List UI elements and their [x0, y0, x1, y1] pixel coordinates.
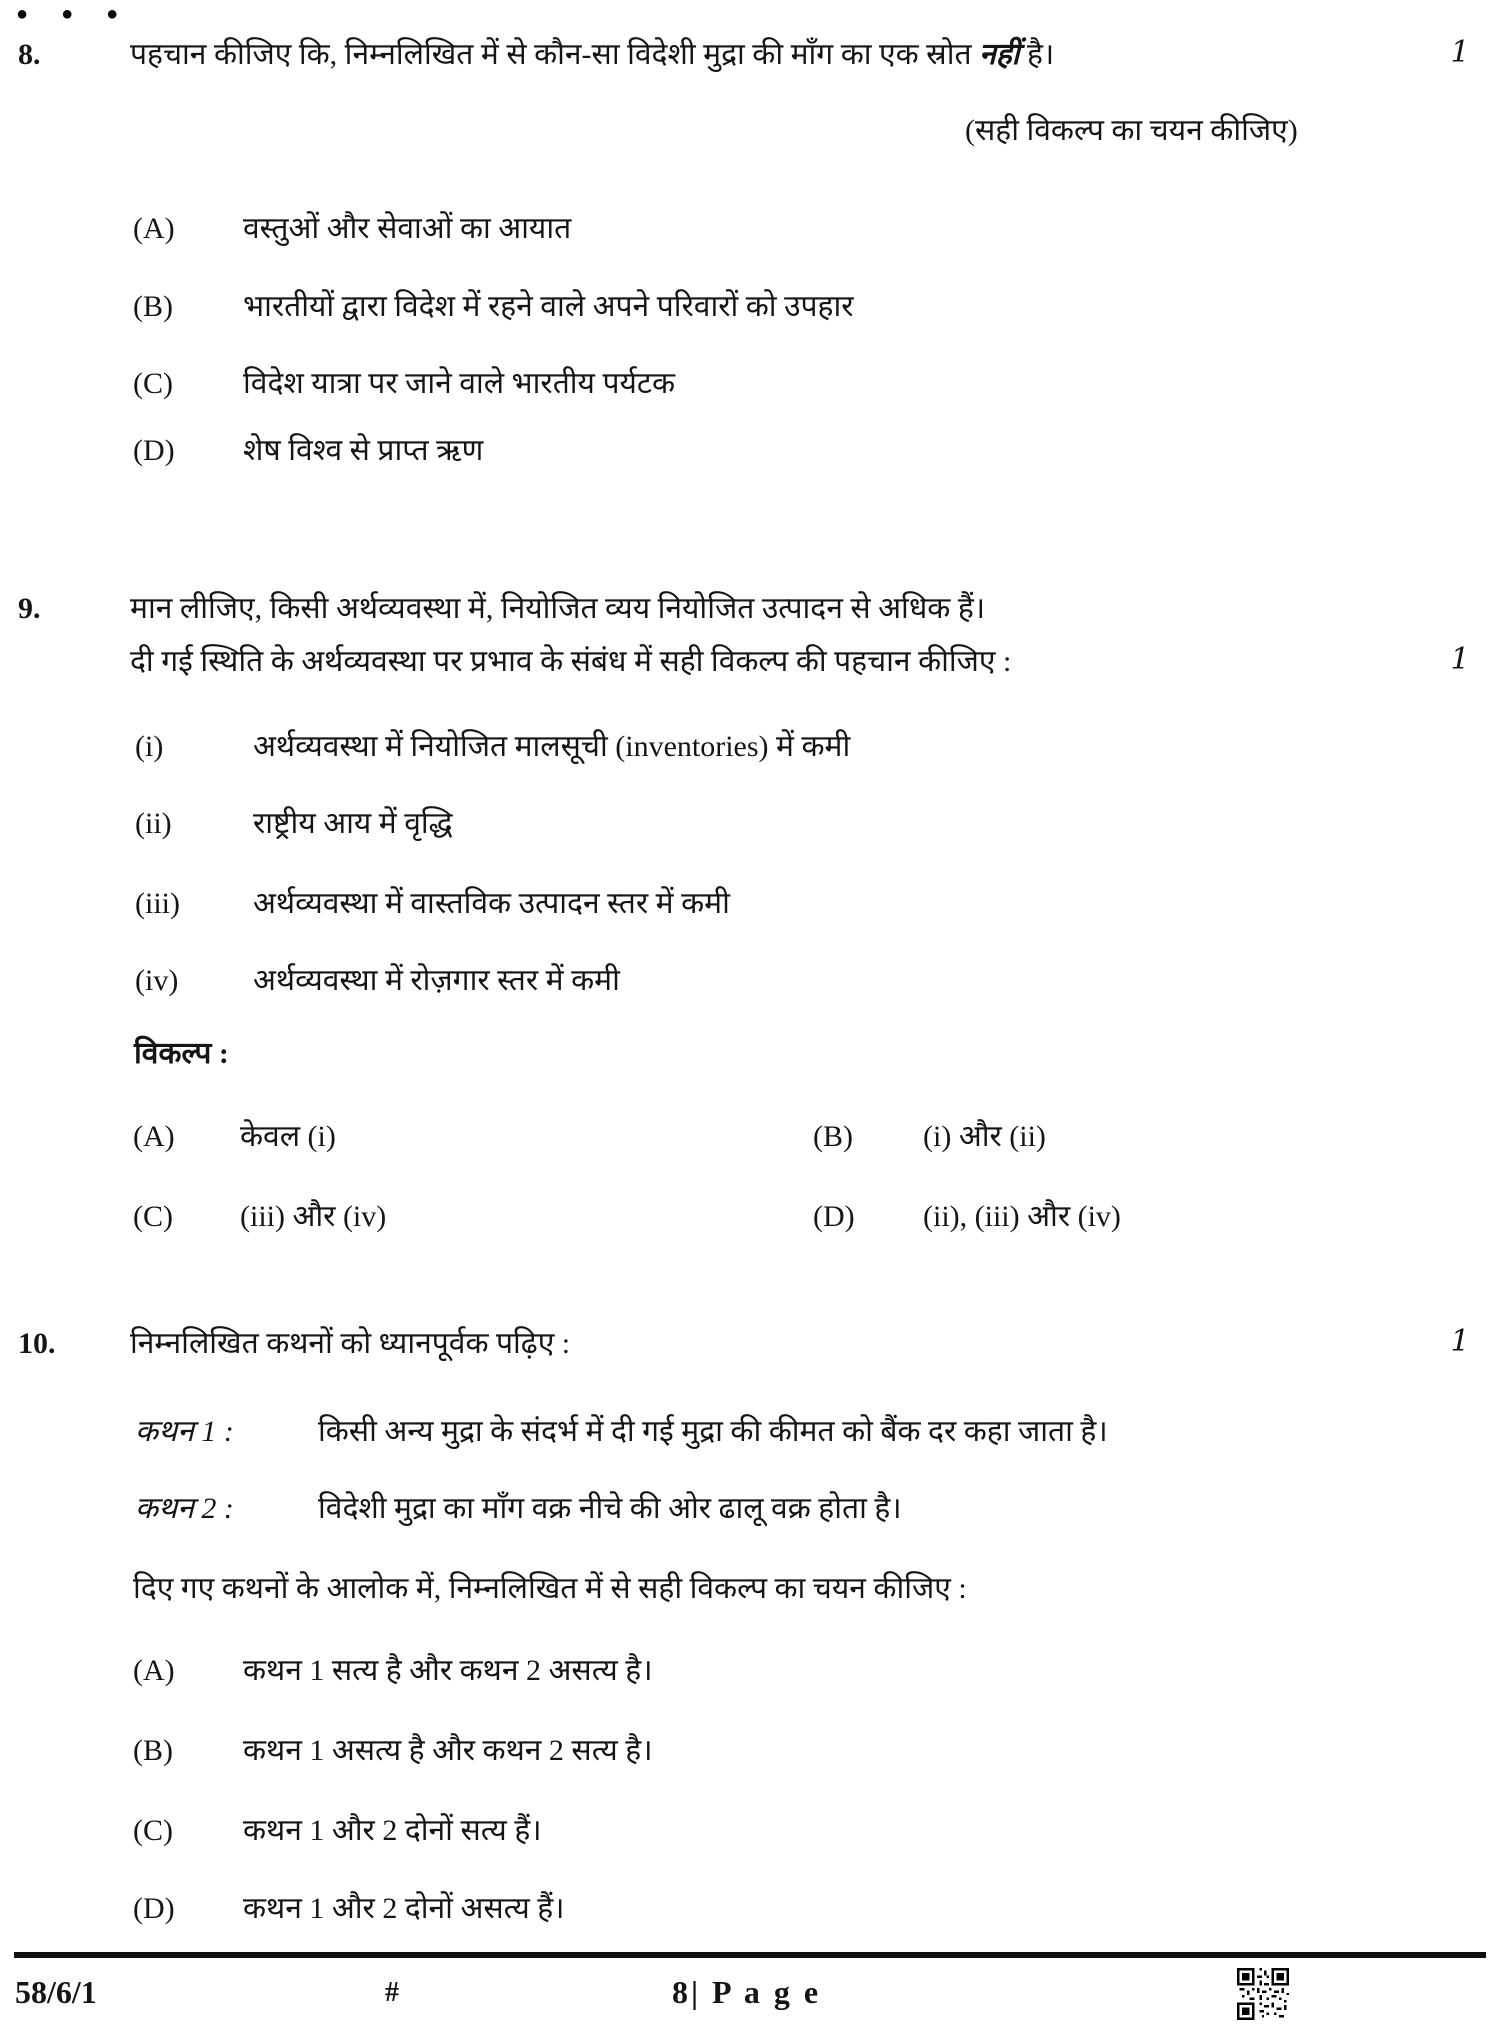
q9-statement-ii-text: राष्ट्रीय आय में वृद्धि — [253, 807, 453, 840]
q8-option-c-text: विदेश यात्रा पर जाने वाले भारतीय पर्यटक — [243, 367, 676, 400]
q8-text-emphasis: नहीं — [979, 38, 1020, 71]
q10-statement-2-text: विदेशी मुद्रा का माँग वक्र नीचे की ओर ढालू वक्र होता है। — [318, 1492, 902, 1525]
footer-hash-mark: # — [385, 1977, 399, 2008]
q9-options-heading: विकल्प : — [134, 1037, 229, 1070]
corner-dots: ● ● ● — [16, 3, 133, 25]
q8-marks: 1 — [1450, 35, 1470, 70]
q9-statement-iv-label: (iv) — [135, 964, 179, 997]
q9-number: 9. — [18, 592, 41, 625]
q9-option-d-label: (D) — [813, 1200, 855, 1233]
q10-marks: 1 — [1450, 1324, 1470, 1359]
q9-marks: 1 — [1450, 642, 1470, 677]
q10-statement-1-text: किसी अन्य मुद्रा के संदर्भ में दी गई मुद्रा की कीमत को बैंक दर कहा जाता है। — [318, 1415, 1108, 1448]
q9-statement-iii-text: अर्थव्यवस्था में वास्तविक उत्पादन स्तर में कमी — [253, 887, 730, 920]
q8-option-b-label: (B) — [133, 290, 173, 323]
footer-divider-line — [14, 1952, 1486, 1958]
q10-option-d-text: कथन 1 और 2 दोनों असत्य हैं। — [243, 1892, 565, 1925]
q8-option-d-text: शेष विश्व से प्राप्त ऋण — [243, 434, 484, 467]
q10-option-a-text: कथन 1 सत्य है और कथन 2 असत्य है। — [243, 1654, 653, 1687]
qr-code — [1236, 1968, 1290, 2020]
q10-statement-2-label: कथन 2 : — [135, 1492, 234, 1525]
q10-option-c-label: (C) — [133, 1814, 173, 1847]
q9-option-d-text: (ii), (iii) और (iv) — [923, 1200, 1121, 1233]
q8-option-a-text: वस्तुओं और सेवाओं का आयात — [243, 212, 572, 245]
q9-option-c-text: (iii) और (iv) — [240, 1200, 387, 1233]
q9-option-b-label: (B) — [813, 1120, 853, 1153]
q8-text — [130, 36, 1054, 74]
q8-option-b-text: भारतीयों द्वारा विदेश में रहने वाले अपने परिवारों को उपहार — [243, 290, 854, 323]
q10-statement-1-label: कथन 1 : — [135, 1415, 234, 1448]
footer-paper-code: 58/6/1 — [15, 1974, 97, 2010]
q8-text-suffix: है। — [1019, 38, 1055, 71]
q10-intro: निम्नलिखित कथनों को ध्यानपूर्वक पढ़िए : — [130, 1327, 571, 1360]
q9-statement-i-text: अर्थव्यवस्था में नियोजित मालसूची (inventories) में कमी — [253, 730, 851, 763]
q10-number: 10. — [18, 1327, 56, 1360]
q8-option-c-label: (C) — [133, 367, 173, 400]
q9-option-c-label: (C) — [133, 1200, 173, 1233]
q10-option-b-label: (B) — [133, 1734, 173, 1767]
q9-option-b-text: (i) और (ii) — [923, 1120, 1046, 1153]
footer-page-number: 8| P a g e — [672, 1974, 822, 2010]
q9-text-line1: मान लीजिए, किसी अर्थव्यवस्था में, नियोजित व्यय नियोजित उत्पादन से अधिक हैं। — [130, 592, 986, 625]
q8-option-a-label: (A) — [133, 212, 175, 245]
q10-option-b-text: कथन 1 असत्य है और कथन 2 सत्य है। — [243, 1734, 653, 1767]
q9-statement-iii-label: (iii) — [135, 887, 180, 920]
q10-option-c-text: कथन 1 और 2 दोनों सत्य हैं। — [243, 1814, 542, 1847]
q8-option-d-label: (D) — [133, 434, 175, 467]
q8-note: (सही विकल्प का चयन कीजिए) — [965, 114, 1298, 147]
q10-instruction: दिए गए कथनों के आलोक में, निम्नलिखित में से सही विकल्प का चयन कीजिए : — [133, 1572, 967, 1605]
q8-number: 8. — [18, 38, 41, 71]
q10-option-a-label: (A) — [133, 1654, 175, 1687]
q9-option-a-text: केवल (i) — [240, 1120, 336, 1153]
q9-statement-ii-label: (ii) — [135, 807, 172, 840]
q8-text-prefix: पहचान कीजिए कि, निम्नलिखित में से कौन-सा विदेशी मुद्रा की माँग का एक स्रोत — [130, 38, 980, 71]
q9-statement-iv-text: अर्थव्यवस्था में रोज़गार स्तर में कमी — [253, 964, 620, 997]
q9-text-line2: दी गई स्थिति के अर्थव्यवस्था पर प्रभाव के संबंध में सही विकल्प की पहचान कीजिए : — [130, 645, 1012, 678]
q10-option-d-label: (D) — [133, 1892, 175, 1925]
q9-statement-i-label: (i) — [135, 730, 164, 763]
q9-option-a-label: (A) — [133, 1120, 175, 1153]
